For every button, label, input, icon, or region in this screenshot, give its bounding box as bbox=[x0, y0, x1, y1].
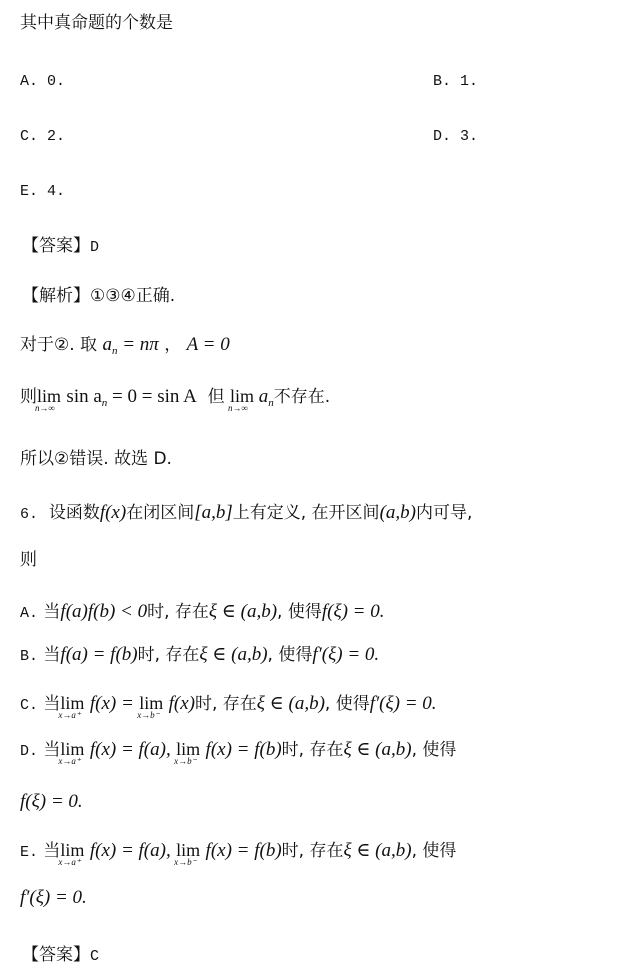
option-letter: A. bbox=[20, 73, 39, 90]
answer-label: 【答案】 bbox=[22, 236, 90, 256]
limit-value: A = 0 bbox=[186, 334, 230, 355]
option-letter: E. bbox=[20, 183, 39, 200]
xi-range: ξ ∈ (a,b) bbox=[343, 840, 412, 861]
option-math: f(a)f(b) < 0 bbox=[60, 601, 148, 622]
option-math-2: f(x) = f(b) bbox=[205, 840, 282, 861]
question-6-stem bbox=[20, 501, 472, 527]
option-math-2: f(x) = f(b) bbox=[205, 739, 282, 760]
option-value: 4. bbox=[47, 183, 66, 200]
option-text: 时, 存在 bbox=[281, 841, 344, 861]
option-math: f(x) = f(a), bbox=[89, 739, 171, 760]
q6-option-c bbox=[20, 691, 437, 718]
option-letter: D. bbox=[20, 743, 39, 760]
open-interval: (a,b) bbox=[379, 502, 416, 523]
option-value: 3. bbox=[460, 128, 479, 145]
option-letter: B. bbox=[433, 73, 452, 90]
limit-subscript: x→a⁺ bbox=[58, 857, 81, 867]
sequence-def: = nπ bbox=[117, 334, 159, 355]
q6-answer-line bbox=[22, 943, 99, 969]
stem-text-3: 上有定义, 在开区间 bbox=[232, 503, 380, 523]
stem-text-4: 内可导, bbox=[415, 503, 473, 523]
limit-subscript: n→∞ bbox=[35, 403, 55, 413]
answer-line bbox=[22, 234, 99, 260]
step1-prefix: 对于②. 取 bbox=[20, 335, 98, 355]
option-letter: B. bbox=[20, 648, 39, 665]
stem-text-2: 在闭区间 bbox=[126, 503, 195, 523]
but-word: 但 bbox=[207, 387, 225, 407]
limit-subscript-2: x→b⁻ bbox=[174, 756, 197, 766]
option-text: 时, 存在 bbox=[281, 740, 344, 760]
sin-expression: $\sin a_n = 0 = \sin A$ bbox=[66, 386, 197, 409]
option-text: 当 bbox=[43, 841, 61, 861]
analysis-step-2 bbox=[20, 384, 330, 415]
limit-operator-2: lim n→∞ bbox=[228, 386, 255, 413]
answer-value: D bbox=[90, 239, 100, 256]
option-text: , 使得 bbox=[324, 694, 370, 714]
option-text: , 使得 bbox=[267, 645, 313, 665]
analysis-line bbox=[22, 284, 175, 308]
option-letter: A. bbox=[20, 605, 39, 622]
answer-label: 【答案】 bbox=[22, 945, 90, 965]
option-text: 时, 存在 bbox=[147, 602, 209, 622]
option-value: 0. bbox=[47, 73, 66, 90]
option-math: f(a) = f(b) bbox=[60, 644, 138, 665]
xi-range: ξ ∈ (a,b) bbox=[199, 644, 268, 665]
option-a bbox=[20, 70, 65, 94]
function-fx: f(x) bbox=[99, 502, 127, 523]
option-text: , 使得 bbox=[411, 841, 457, 861]
xi-range: ξ ∈ (a,b) bbox=[343, 739, 412, 760]
limit-operator: lim n→∞ bbox=[35, 386, 62, 413]
option-text: , 使得 bbox=[411, 740, 457, 760]
option-conclusion: f′(ξ) = 0. bbox=[369, 693, 437, 714]
question-stem-tail: 其中真命题的个数是 bbox=[20, 13, 173, 33]
limit-subscript: x→a⁺ bbox=[58, 756, 81, 766]
option-conclusion: f(ξ) = 0. bbox=[321, 601, 385, 622]
option-text: 当 bbox=[43, 602, 61, 622]
limit-operator-2: lim x→b⁻ bbox=[137, 693, 164, 720]
q6-option-d bbox=[20, 737, 456, 764]
xi-range: ξ ∈ (a,b) bbox=[208, 601, 278, 622]
limit-subscript: x→a⁺ bbox=[58, 710, 81, 720]
q6-option-a bbox=[20, 600, 384, 626]
option-b bbox=[433, 70, 478, 94]
option-value: 1. bbox=[460, 73, 479, 90]
question-6-stem-cont: 则 bbox=[20, 550, 37, 570]
q6-option-b bbox=[20, 643, 379, 669]
xi-range: ξ ∈ (a,b) bbox=[256, 693, 325, 714]
option-c bbox=[20, 125, 65, 149]
option-text: 当 bbox=[43, 694, 61, 714]
option-letter: C. bbox=[20, 128, 39, 145]
limit-operator-2: lim x→b⁻ bbox=[174, 739, 201, 766]
option-text: 时, 存在 bbox=[194, 694, 257, 714]
option-math-2: f(x) bbox=[168, 693, 195, 714]
limit-operator: lim x→a⁺ bbox=[58, 739, 85, 766]
sequence-term-2: $a_n$ bbox=[254, 386, 274, 409]
closed-interval: [a,b] bbox=[194, 502, 233, 523]
option-letter: C. bbox=[20, 697, 39, 714]
step2-prefix: 则 bbox=[20, 387, 37, 407]
option-math: f(x) = f(a), bbox=[89, 840, 171, 861]
option-text: 当 bbox=[43, 740, 61, 760]
limit-subscript-2: x→b⁻ bbox=[174, 857, 197, 867]
stem-text-1: 设函数 bbox=[48, 503, 100, 523]
q6-option-e bbox=[20, 838, 456, 865]
step2-tail: 不存在. bbox=[273, 387, 331, 407]
analysis-text: ①③④正确. bbox=[90, 286, 176, 306]
option-e bbox=[20, 180, 65, 204]
option-d bbox=[433, 125, 478, 149]
analysis-label: 【解析】 bbox=[22, 286, 90, 306]
analysis-step-1 bbox=[20, 333, 230, 363]
option-text: 当 bbox=[43, 645, 61, 665]
separator: ， bbox=[158, 335, 182, 355]
option-letter: E. bbox=[20, 844, 39, 861]
option-letter: D. bbox=[433, 128, 452, 145]
limit-subscript-2: n→∞ bbox=[228, 403, 248, 413]
conclusion-line: 所以②错误. 故选 D. bbox=[20, 449, 172, 469]
limit-operator: lim x→a⁺ bbox=[58, 840, 85, 867]
limit-subscript-2: x→b⁻ bbox=[137, 710, 160, 720]
limit-operator-2: lim x→b⁻ bbox=[174, 840, 201, 867]
option-text: , 使得 bbox=[277, 602, 322, 622]
limit-operator: lim x→a⁺ bbox=[58, 693, 85, 720]
sequence-term: $a_n$ bbox=[102, 334, 118, 357]
option-text: 时, 存在 bbox=[137, 645, 200, 665]
q6-option-d-cont: f(ξ) = 0. bbox=[20, 791, 83, 812]
q6-option-e-cont: f′(ξ) = 0. bbox=[20, 887, 87, 908]
option-value: 2. bbox=[47, 128, 66, 145]
question-number: 6. bbox=[20, 506, 39, 523]
option-math: f(x) = bbox=[89, 693, 134, 714]
option-conclusion: f′(ξ) = 0. bbox=[312, 644, 380, 665]
answer-value: C bbox=[90, 948, 100, 965]
